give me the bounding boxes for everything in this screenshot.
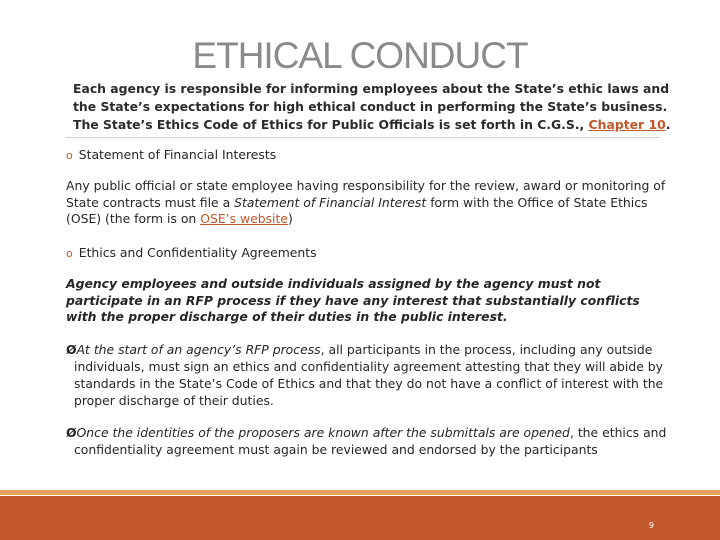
chapter-10-link[interactable]: Chapter 10 <box>588 117 666 132</box>
bullet-financial-interests <box>66 146 276 164</box>
form-name: Statement of Financial Interest <box>234 194 427 210</box>
footer-bar <box>0 496 720 540</box>
bullet-label: Statement of Financial Interests <box>78 147 277 162</box>
arrow-bullet-icon: Ø <box>66 425 77 440</box>
item-lead: Once the identities of the proposers are known after the submittals are opened <box>76 425 570 440</box>
item-lead: At the start of an agency’s RFP process <box>76 342 321 357</box>
item-text: , the ethics and confidentiality agreement must again be reviewed and endorsed by the participants <box>74 425 667 457</box>
ose-website-link[interactable]: OSE’s website <box>200 211 288 226</box>
bullet-ethics-agreements <box>66 244 317 262</box>
circle-bullet-icon: o <box>66 149 73 162</box>
intro-end: . <box>665 117 671 132</box>
divider <box>66 137 660 138</box>
list-item <box>66 424 670 458</box>
item-text: , all participants in the process, including any outside individuals, must sign an ethics and confidentiality agreement attesting that they will abide by standards in the State’s Code of Ethics and that they do not have a conflict of interest with the proper discharge of their duties. <box>74 342 664 408</box>
arrow-bullet-icon: Ø <box>66 342 77 357</box>
intro-paragraph <box>73 80 673 134</box>
paragraph-text: form with the Office of State Ethics (OSE) (the form is on <box>66 194 648 226</box>
financial-interest-paragraph <box>66 178 666 228</box>
conflict-paragraph: Agency employees and outside individuals assigned by the agency must not participate in an RFP process if they have any interest that substantially conflicts with the proper discharge of their duties in the public interest. <box>66 276 640 324</box>
page-title: ETHICAL CONDUCT <box>192 35 528 76</box>
paragraph-text: Any public official or state employee having responsibility for the review, award or monitoring of State contracts must file a <box>66 178 666 210</box>
paragraph-text: ) <box>287 211 293 226</box>
bullet-label: Ethics and Confidentiality Agreements <box>78 245 317 260</box>
intro-text: Each agency is responsible for informing employees about the State’s ethic laws and the State’s expectations for high ethical conduct in performing the State’s business. The State’s Ethics Code of Ethics for Public Officials is set forth in C.G.S., <box>73 81 670 132</box>
page-number: 9 <box>648 521 654 530</box>
list-item <box>66 341 670 409</box>
footer-accent-line <box>0 490 720 495</box>
circle-bullet-icon: o <box>66 247 73 260</box>
